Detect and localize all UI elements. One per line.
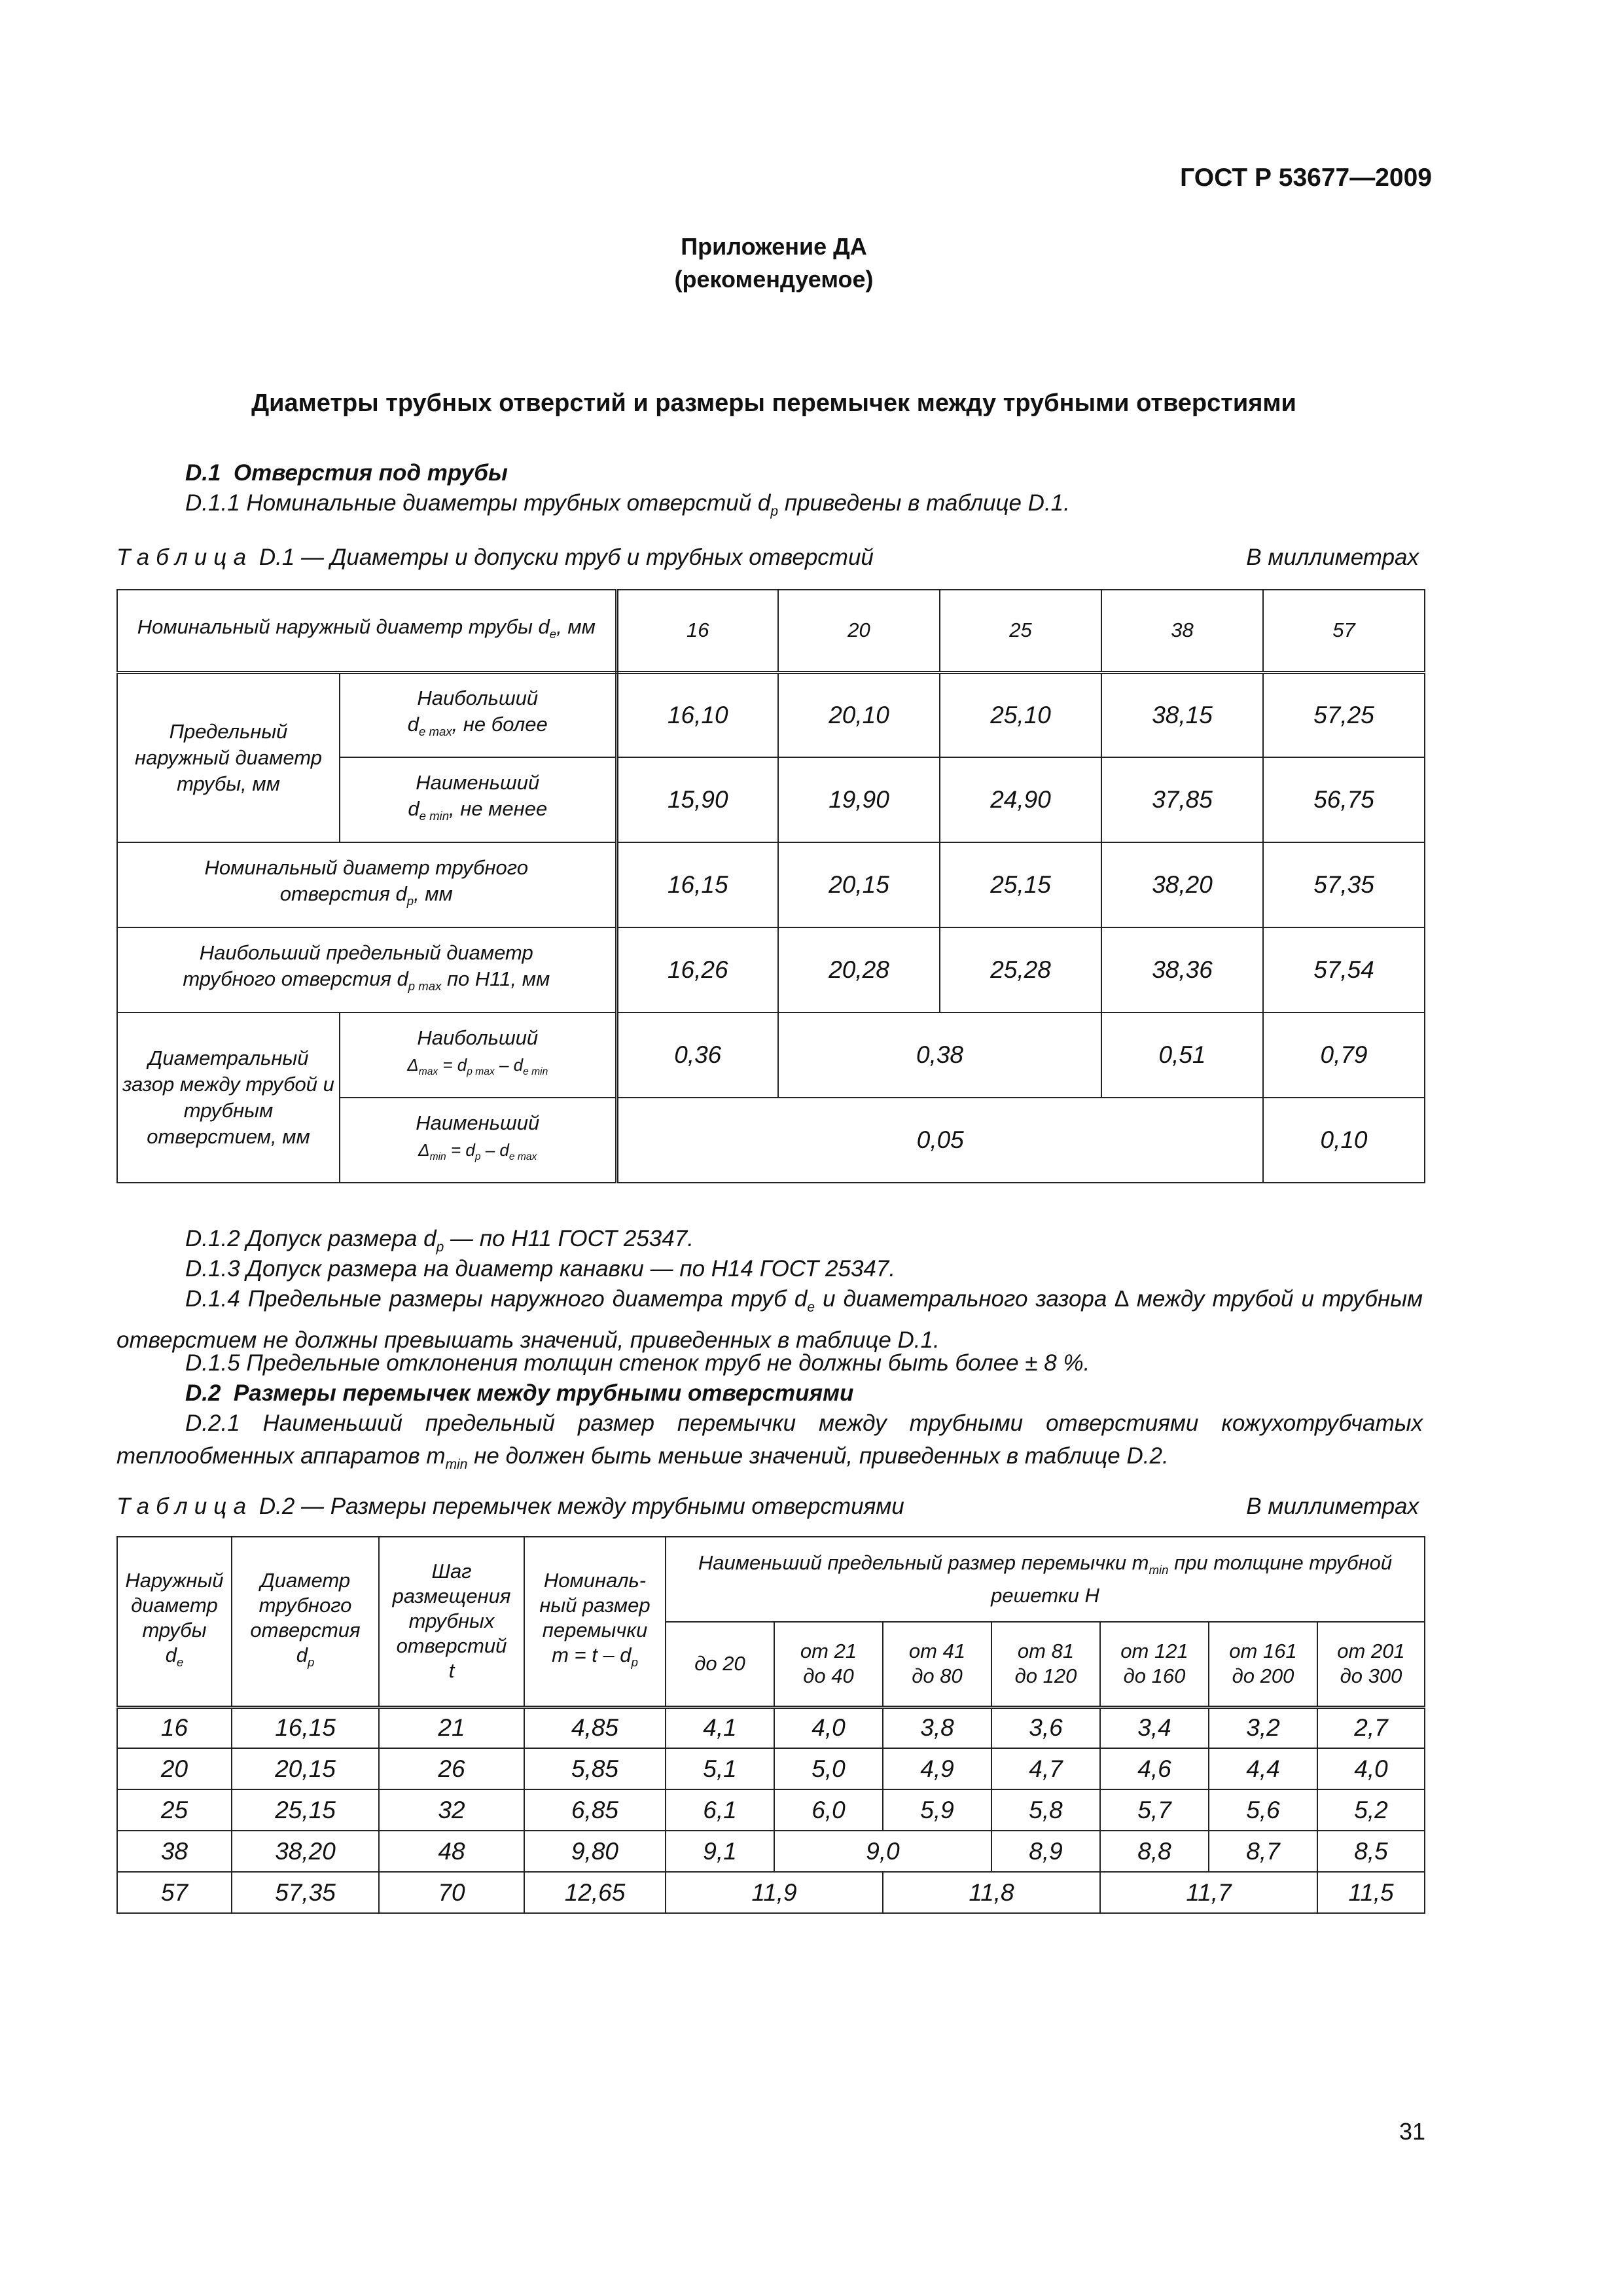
table-cell: 38,20: [1101, 842, 1263, 927]
table-row: [117, 1789, 1425, 1831]
table-cell: 3,2: [1209, 1707, 1317, 1748]
table-cell: 57,25: [1263, 672, 1425, 757]
table-row: [117, 1872, 1425, 1913]
table-cell: 16: [117, 1707, 232, 1748]
table-cell: 56,75: [1263, 757, 1425, 842]
table-cell: 38,20: [232, 1831, 379, 1872]
table-cell: 38: [117, 1831, 232, 1872]
table-cell: 25,15: [940, 842, 1101, 927]
table-cell: 32: [379, 1789, 524, 1831]
table-cell: 20,10: [778, 672, 940, 757]
table-cell: 15,90: [616, 757, 778, 842]
paragraph-d1-5: D.1.5 Предельные отклонения толщин стенок труб не должны быть более ± 8 %.: [185, 1350, 1090, 1376]
table-cell: 19,90: [778, 757, 940, 842]
table1-nominal-hole-label: Номинальный диаметр трубного отверстия $d_p$, мм: [117, 842, 616, 927]
table2-range-header: от 81 до 120: [991, 1622, 1100, 1707]
table-cell: 0,05: [616, 1098, 1263, 1183]
table-cell: 57,54: [1263, 927, 1425, 1013]
table2-range-header: от 41 до 80: [883, 1622, 991, 1707]
table-cell: 16,15: [616, 842, 778, 927]
table1-max-hole-label: Наибольший предельный диаметр трубного отверстия $d_{p max}$ по H11, мм: [117, 927, 616, 1013]
table2-header-outer-diameter: Наружный диаметр трубы $d_e$: [117, 1537, 232, 1707]
table-cell: 16,10: [616, 672, 778, 757]
table-cell: 57,35: [1263, 842, 1425, 927]
table-cell: 3,6: [991, 1707, 1100, 1748]
table-cell: 8,9: [991, 1831, 1100, 1872]
table-cell: 16,26: [616, 927, 778, 1013]
table-cell: 5,9: [883, 1789, 991, 1831]
table-cell: 5,85: [524, 1748, 666, 1789]
annex-status: (рекомендуемое): [674, 266, 874, 293]
table-cell: 48: [379, 1831, 524, 1872]
table-cell: 21: [379, 1707, 524, 1748]
table-row: [117, 1831, 1425, 1872]
table-cell: 20,28: [778, 927, 940, 1013]
section-d2-number: D.2: [185, 1380, 221, 1406]
table1-header-label: Номинальный наружный диаметр трубы $d_e$, мм: [117, 590, 616, 672]
table-cell: 11,5: [1317, 1872, 1425, 1913]
table-row: [117, 1707, 1425, 1748]
table-cell: 4,1: [666, 1707, 774, 1748]
table2-units: В миллиметрах: [1246, 1494, 1419, 1519]
table-cell: 38,15: [1101, 672, 1263, 757]
table-cell: 20,15: [778, 842, 940, 927]
table-cell: 0,36: [616, 1013, 778, 1098]
table-cell: 12,65: [524, 1872, 666, 1913]
table-cell: 5,7: [1100, 1789, 1209, 1831]
table-cell: 3,8: [883, 1707, 991, 1748]
table-cell: 8,5: [1317, 1831, 1425, 1872]
table-cell: 16,15: [232, 1707, 379, 1748]
table1-caption-text: D.1 — Диаметры и допуски труб и трубных отверстий: [259, 545, 874, 570]
table2-header-hole-diameter: Диаметр трубного отверстия $d_p$: [232, 1537, 379, 1707]
table-cell: 4,4: [1209, 1748, 1317, 1789]
table-cell: 6,0: [774, 1789, 883, 1831]
table2-header-pitch: Шаг размещения трубных отверстий t: [379, 1537, 524, 1707]
table-cell: 8,8: [1100, 1831, 1209, 1872]
table-cell: 4,0: [1317, 1748, 1425, 1789]
table2-range-header: до 20: [666, 1622, 774, 1707]
table2-range-header: от 201 до 300: [1317, 1622, 1425, 1707]
table-cell: 11,9: [666, 1872, 883, 1913]
table-cell: 9,1: [666, 1831, 774, 1872]
table-cell: 25,10: [940, 672, 1101, 757]
table-cell: 4,9: [883, 1748, 991, 1789]
table-row: [117, 1748, 1425, 1789]
table-cell: 20: [778, 590, 940, 672]
table-cell: 57,35: [232, 1872, 379, 1913]
table-d1: [116, 589, 1425, 1183]
table-cell: 9,0: [774, 1831, 991, 1872]
paragraph-d2-1: D.2.1 Наименьший предельный размер перемычки между трубными отверстиями кожухотрубчатых теплообменных аппаратов $m_{min}$ не должен быть меньше значений, приведенных в таблице D.2.: [116, 1410, 1423, 1472]
paragraph-d1-4: D.1.4 Предельные размеры наружного диаметра труб $d_e$ и диаметрального зазора ∆ между трубой и трубным отверстием не должны превышать значений, приведенных в таблице D.1.: [116, 1286, 1423, 1353]
section-d2-title: Размеры перемычек между трубными отверстиями: [233, 1380, 854, 1406]
table-cell: 57: [1263, 590, 1425, 672]
table-cell: 20,15: [232, 1748, 379, 1789]
table-cell: 0,51: [1101, 1013, 1263, 1098]
table1-gap-min-label: Наименьший $\Delta_{min} = d_p - d_{e max}$: [340, 1098, 616, 1183]
table-cell: 38: [1101, 590, 1263, 672]
section-d1-title: Отверстия под трубы: [233, 460, 508, 486]
table1-caption-label: Таблица: [116, 545, 253, 570]
table-cell: 6,1: [666, 1789, 774, 1831]
section-d1-heading: [185, 457, 508, 490]
table1-caption: [116, 545, 1419, 571]
table-cell: 8,7: [1209, 1831, 1317, 1872]
table2-header-group: Наименьший предельный размер перемычки $m_{min}$ при толщине трубной решетки H: [666, 1537, 1425, 1622]
table-cell: 20: [117, 1748, 232, 1789]
table-cell: 25: [117, 1789, 232, 1831]
table-cell: 4,7: [991, 1748, 1100, 1789]
annex-title: Диаметры трубных отверстий и размеры перемычек между трубными отверстиями: [251, 389, 1296, 417]
table2-range-header: от 161 до 200: [1209, 1622, 1317, 1707]
table-cell: 2,7: [1317, 1707, 1425, 1748]
table-cell: 11,7: [1100, 1872, 1317, 1913]
table-row: [117, 1013, 1425, 1098]
table1-units: В миллиметрах: [1246, 545, 1419, 570]
paragraph-d1-3: D.1.3 Допуск размера на диаметр канавки — по H14 ГОСТ 25347.: [185, 1256, 896, 1282]
section-d1-number: D.1: [185, 460, 221, 486]
table-cell: 16: [616, 590, 778, 672]
table-cell: 0,79: [1263, 1013, 1425, 1098]
table-cell: 0,10: [1263, 1098, 1425, 1183]
table2-caption: [116, 1494, 1419, 1520]
table-cell: 5,8: [991, 1789, 1100, 1831]
table-cell: 9,80: [524, 1831, 666, 1872]
table1-max-label: Наибольший $d_{e max}$, не более: [340, 672, 616, 757]
page-number: 31: [1399, 2118, 1425, 2145]
table2-caption-text: D.2 — Размеры перемычек между трубными отверстиями: [259, 1494, 904, 1519]
table-cell: 57: [117, 1872, 232, 1913]
table-cell: 5,1: [666, 1748, 774, 1789]
table2-header-row: [117, 1537, 1425, 1622]
table2-caption-label: Таблица: [116, 1494, 253, 1519]
table-cell: 38,36: [1101, 927, 1263, 1013]
table-cell: 26: [379, 1748, 524, 1789]
table1-gap-max-label: Наибольший $\Delta_{max} = d_{p max} - d_{e min}$: [340, 1013, 616, 1098]
table1-limit-group-label: Предельный наружный диаметр трубы, мм: [117, 672, 340, 842]
table-cell: 70: [379, 1872, 524, 1913]
annex-label: Приложение ДА: [681, 233, 867, 260]
table-cell: 5,6: [1209, 1789, 1317, 1831]
table-d2: [116, 1536, 1425, 1914]
table2-range-header: от 21 до 40: [774, 1622, 883, 1707]
paragraph-d1-1: D.1.1 Номинальные диаметры трубных отверстий $d_p$ приведены в таблице D.1.: [185, 490, 1070, 519]
table-cell: 5,2: [1317, 1789, 1425, 1831]
document-code: ГОСТ Р 53677—2009: [1180, 164, 1432, 192]
table-cell: 24,90: [940, 757, 1101, 842]
section-d2-heading: [185, 1377, 853, 1410]
table-cell: 25: [940, 590, 1101, 672]
table-cell: 5,0: [774, 1748, 883, 1789]
table-cell: 4,85: [524, 1707, 666, 1748]
table-row: [117, 672, 1425, 757]
table-cell: 3,4: [1100, 1707, 1209, 1748]
table-cell: 25,28: [940, 927, 1101, 1013]
table-cell: 4,0: [774, 1707, 883, 1748]
table1-gap-group-label: Диаметральный зазор между трубой и трубным отверстием, мм: [117, 1013, 340, 1183]
table-cell: 0,38: [778, 1013, 1101, 1098]
table-cell: 11,8: [883, 1872, 1100, 1913]
table-cell: 37,85: [1101, 757, 1263, 842]
table2-range-header: от 121 до 160: [1100, 1622, 1209, 1707]
table1-min-label: Наименьший $d_{e min}$, не менее: [340, 757, 616, 842]
table-row: [117, 842, 1425, 927]
table2-header-nominal: Номиналь-ный размер перемычки $m = t - d_p$: [524, 1537, 666, 1707]
paragraph-d1-2: D.1.2 Допуск размера $d_p$ — по H11 ГОСТ 25347.: [185, 1226, 694, 1255]
table-cell: 4,6: [1100, 1748, 1209, 1789]
table-row: [117, 927, 1425, 1013]
table-cell: 25,15: [232, 1789, 379, 1831]
table1-header-row: [117, 590, 1425, 672]
table-cell: 6,85: [524, 1789, 666, 1831]
